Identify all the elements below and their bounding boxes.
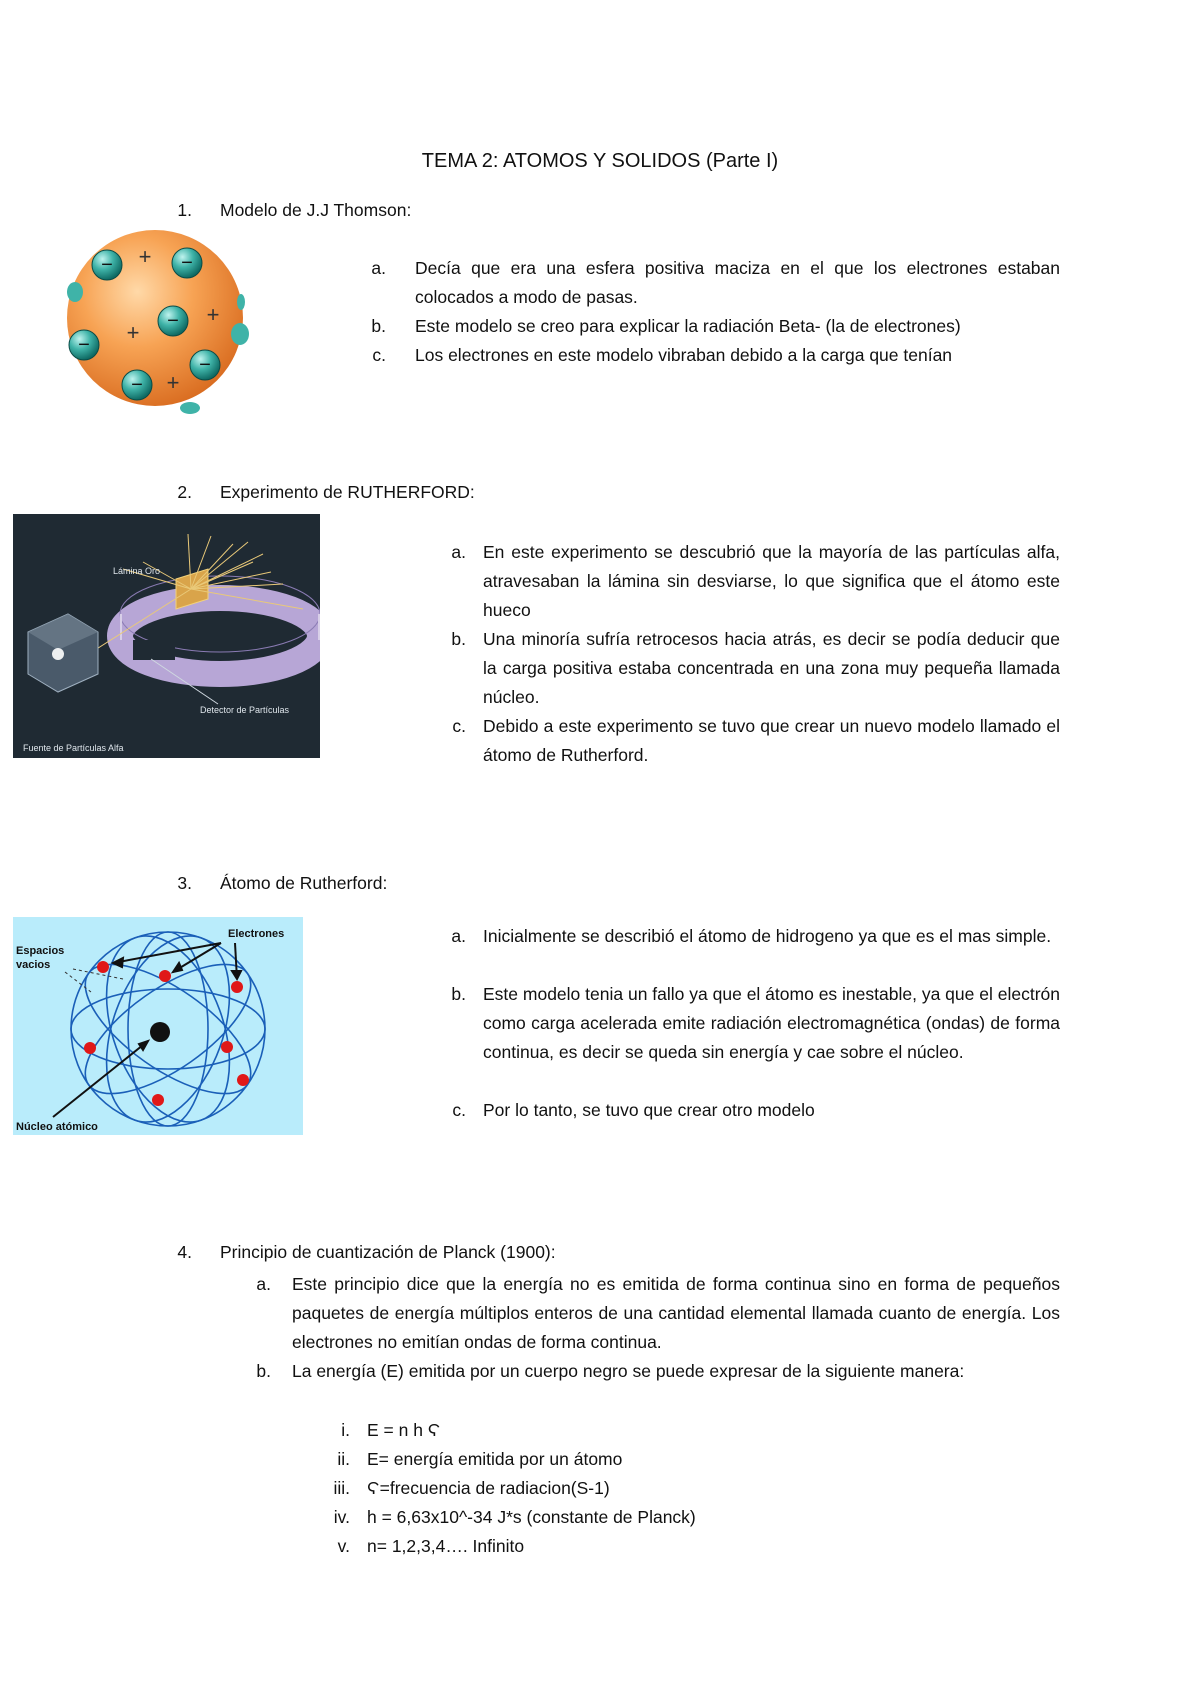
sublist-item-text: E= energía emitida por un átomo bbox=[367, 1449, 623, 1469]
electron-edge bbox=[237, 294, 245, 310]
section-title: Experimento de RUTHERFORD: bbox=[220, 482, 475, 502]
list-item bbox=[360, 254, 1060, 312]
electron bbox=[92, 250, 122, 280]
list-item-text: Este principio dice que la energía no es emitida de forma continua sino en forma de pequeños paquetes de energía múltiplos enteros de una cantidad elemental llamada cuanto de energía. Los electrones no emitían ondas de forma continua. bbox=[292, 1274, 1060, 1352]
electron bbox=[158, 306, 188, 336]
sublist-item-text: Ϛ=frecuencia de radiacion(S-1) bbox=[367, 1478, 610, 1498]
page-title: TEMA 2: ATOMOS Y SOLIDOS (Parte I) bbox=[421, 150, 779, 172]
list-item-text: Inicialmente se describió el átomo de hidrogeno ya que es el mas simple. bbox=[483, 926, 1052, 946]
section-title: Principio de cuantización de Planck (1900): bbox=[220, 1242, 556, 1262]
sublist-item-label: ii. bbox=[337, 1449, 350, 1469]
sublist-item-text: n= 1,2,3,4…. Infinito bbox=[367, 1536, 525, 1556]
list-item bbox=[440, 712, 1060, 770]
sublist-item bbox=[320, 1532, 820, 1561]
sublist-item bbox=[320, 1445, 820, 1474]
plus-sign: + bbox=[166, 370, 180, 395]
list-item bbox=[440, 538, 1060, 625]
sublist-item bbox=[320, 1503, 820, 1532]
list-item-text: Este modelo se creo para explicar la radiación Beta- (la de electrones) bbox=[415, 316, 961, 336]
list-item-label: c. bbox=[452, 716, 466, 736]
list-item-text: Una minoría sufría retrocesos hacia atrás, es decir se podía deducir que la carga positiva estaba concentrada en una zona muy pequeña llamada núcleo. bbox=[483, 629, 1060, 707]
list-item-label: a. bbox=[451, 542, 466, 562]
section-2-list bbox=[440, 538, 1060, 770]
sublist-item bbox=[320, 1416, 820, 1445]
section-title: Modelo de J.J Thomson: bbox=[220, 200, 412, 220]
list-item-label: b. bbox=[256, 1361, 271, 1381]
list-item bbox=[360, 312, 1060, 341]
electron bbox=[69, 330, 99, 360]
empty-space-label: vacios bbox=[16, 959, 51, 971]
rutherford-atom-illustration bbox=[13, 917, 303, 1135]
list-item-text: Este modelo tenia un fallo ya que el átomo es inestable, ya que el electrón como carga acelerada emite radiación electromagnética (ondas) de forma continua, es decir se queda sin energía y cae sobre el núcleo. bbox=[483, 984, 1060, 1062]
list-item bbox=[440, 1096, 1060, 1125]
rutherford-experiment-illustration bbox=[13, 514, 320, 758]
electron-edge bbox=[180, 402, 200, 414]
list-item-text: Debido a este experimento se tuvo que crear un nuevo modelo llamado el átomo de Rutherford. bbox=[483, 716, 1060, 765]
sublist-item-label: v. bbox=[337, 1536, 350, 1556]
list-item-label: a. bbox=[451, 926, 466, 946]
electron bbox=[190, 350, 220, 380]
electron-edge bbox=[67, 282, 83, 302]
nucleus-label: Núcleo atómico bbox=[16, 1121, 98, 1133]
thomson-model-figure bbox=[55, 222, 251, 414]
list-item-label: c. bbox=[452, 1100, 466, 1120]
electron-edge bbox=[231, 323, 249, 345]
svg-text:−: − bbox=[199, 354, 211, 376]
svg-text:−: − bbox=[101, 254, 113, 276]
electron bbox=[122, 370, 152, 400]
section-number: 2. bbox=[177, 482, 192, 502]
list-item-text: Los electrones en este modelo vibraban debido a la carga que tenían bbox=[415, 345, 953, 365]
sublist-item-text: h = 6,63x10^-34 J*s (constante de Planck) bbox=[367, 1507, 696, 1527]
list-item-text: En este experimento se descubrió que la mayoría de las partículas alfa, atravesaban la lámina sin desviarse, lo que significa que el átomo este hueco bbox=[483, 542, 1060, 620]
electron bbox=[172, 248, 202, 278]
list-item-text: La energía (E) emitida por un cuerpo negro se puede expresar de la siguiente manera: bbox=[292, 1361, 965, 1381]
sublist-item bbox=[320, 1474, 820, 1503]
svg-text:−: − bbox=[181, 252, 193, 274]
rutherford-atom-figure bbox=[13, 917, 303, 1135]
empty-space-label: Espacios bbox=[16, 945, 65, 957]
list-item-label: b. bbox=[371, 316, 386, 336]
detector-label: Detector de Partículas bbox=[200, 705, 290, 715]
list-item-text: Por lo tanto, se tuvo que crear otro modelo bbox=[483, 1100, 815, 1120]
plus-sign: + bbox=[206, 302, 220, 327]
svg-text:−: − bbox=[167, 310, 179, 332]
thomson-atom-illustration bbox=[55, 222, 251, 414]
section-4-list bbox=[245, 1270, 1060, 1415]
list-item-label: c. bbox=[372, 345, 386, 365]
plus-sign: + bbox=[126, 320, 140, 345]
sublist-item-label: i. bbox=[341, 1420, 350, 1440]
sublist-item-label: iii. bbox=[333, 1478, 350, 1498]
nucleus bbox=[150, 1022, 170, 1042]
section-1-list bbox=[360, 254, 1060, 370]
svg-text:−: − bbox=[131, 374, 143, 396]
sublist-item-text: E = n h Ϛ bbox=[367, 1420, 441, 1440]
sublist-item-label: iv. bbox=[333, 1507, 350, 1527]
list-item bbox=[440, 625, 1060, 712]
foil-label: Lámina Oro bbox=[113, 566, 161, 576]
list-item-label: b. bbox=[451, 629, 466, 649]
section-number: 4. bbox=[177, 1242, 192, 1262]
section-number: 1. bbox=[177, 200, 192, 220]
rutherford-experiment-figure bbox=[13, 514, 320, 758]
plus-sign: + bbox=[138, 244, 152, 269]
section-3-list bbox=[440, 922, 1060, 1125]
list-item-label: b. bbox=[451, 984, 466, 1004]
electrons-label: Electrones bbox=[228, 928, 285, 940]
list-item-label: a. bbox=[371, 258, 386, 278]
list-item bbox=[360, 341, 1060, 370]
list-item-text: Decía que era una esfera positiva maciza en el que los electrones estaban colocados a modo de pasas. bbox=[415, 258, 1060, 307]
source-label: Fuente de Partículas Alfa bbox=[23, 743, 124, 753]
list-item-label: a. bbox=[256, 1274, 271, 1294]
list-item bbox=[245, 1270, 1060, 1357]
list-item bbox=[440, 980, 1060, 1096]
section-title: Átomo de Rutherford: bbox=[220, 873, 388, 893]
svg-text:−: − bbox=[78, 334, 90, 356]
section-4-sublist bbox=[320, 1416, 820, 1561]
list-item bbox=[440, 922, 1060, 980]
list-item bbox=[245, 1357, 1060, 1415]
section-number: 3. bbox=[177, 873, 192, 893]
